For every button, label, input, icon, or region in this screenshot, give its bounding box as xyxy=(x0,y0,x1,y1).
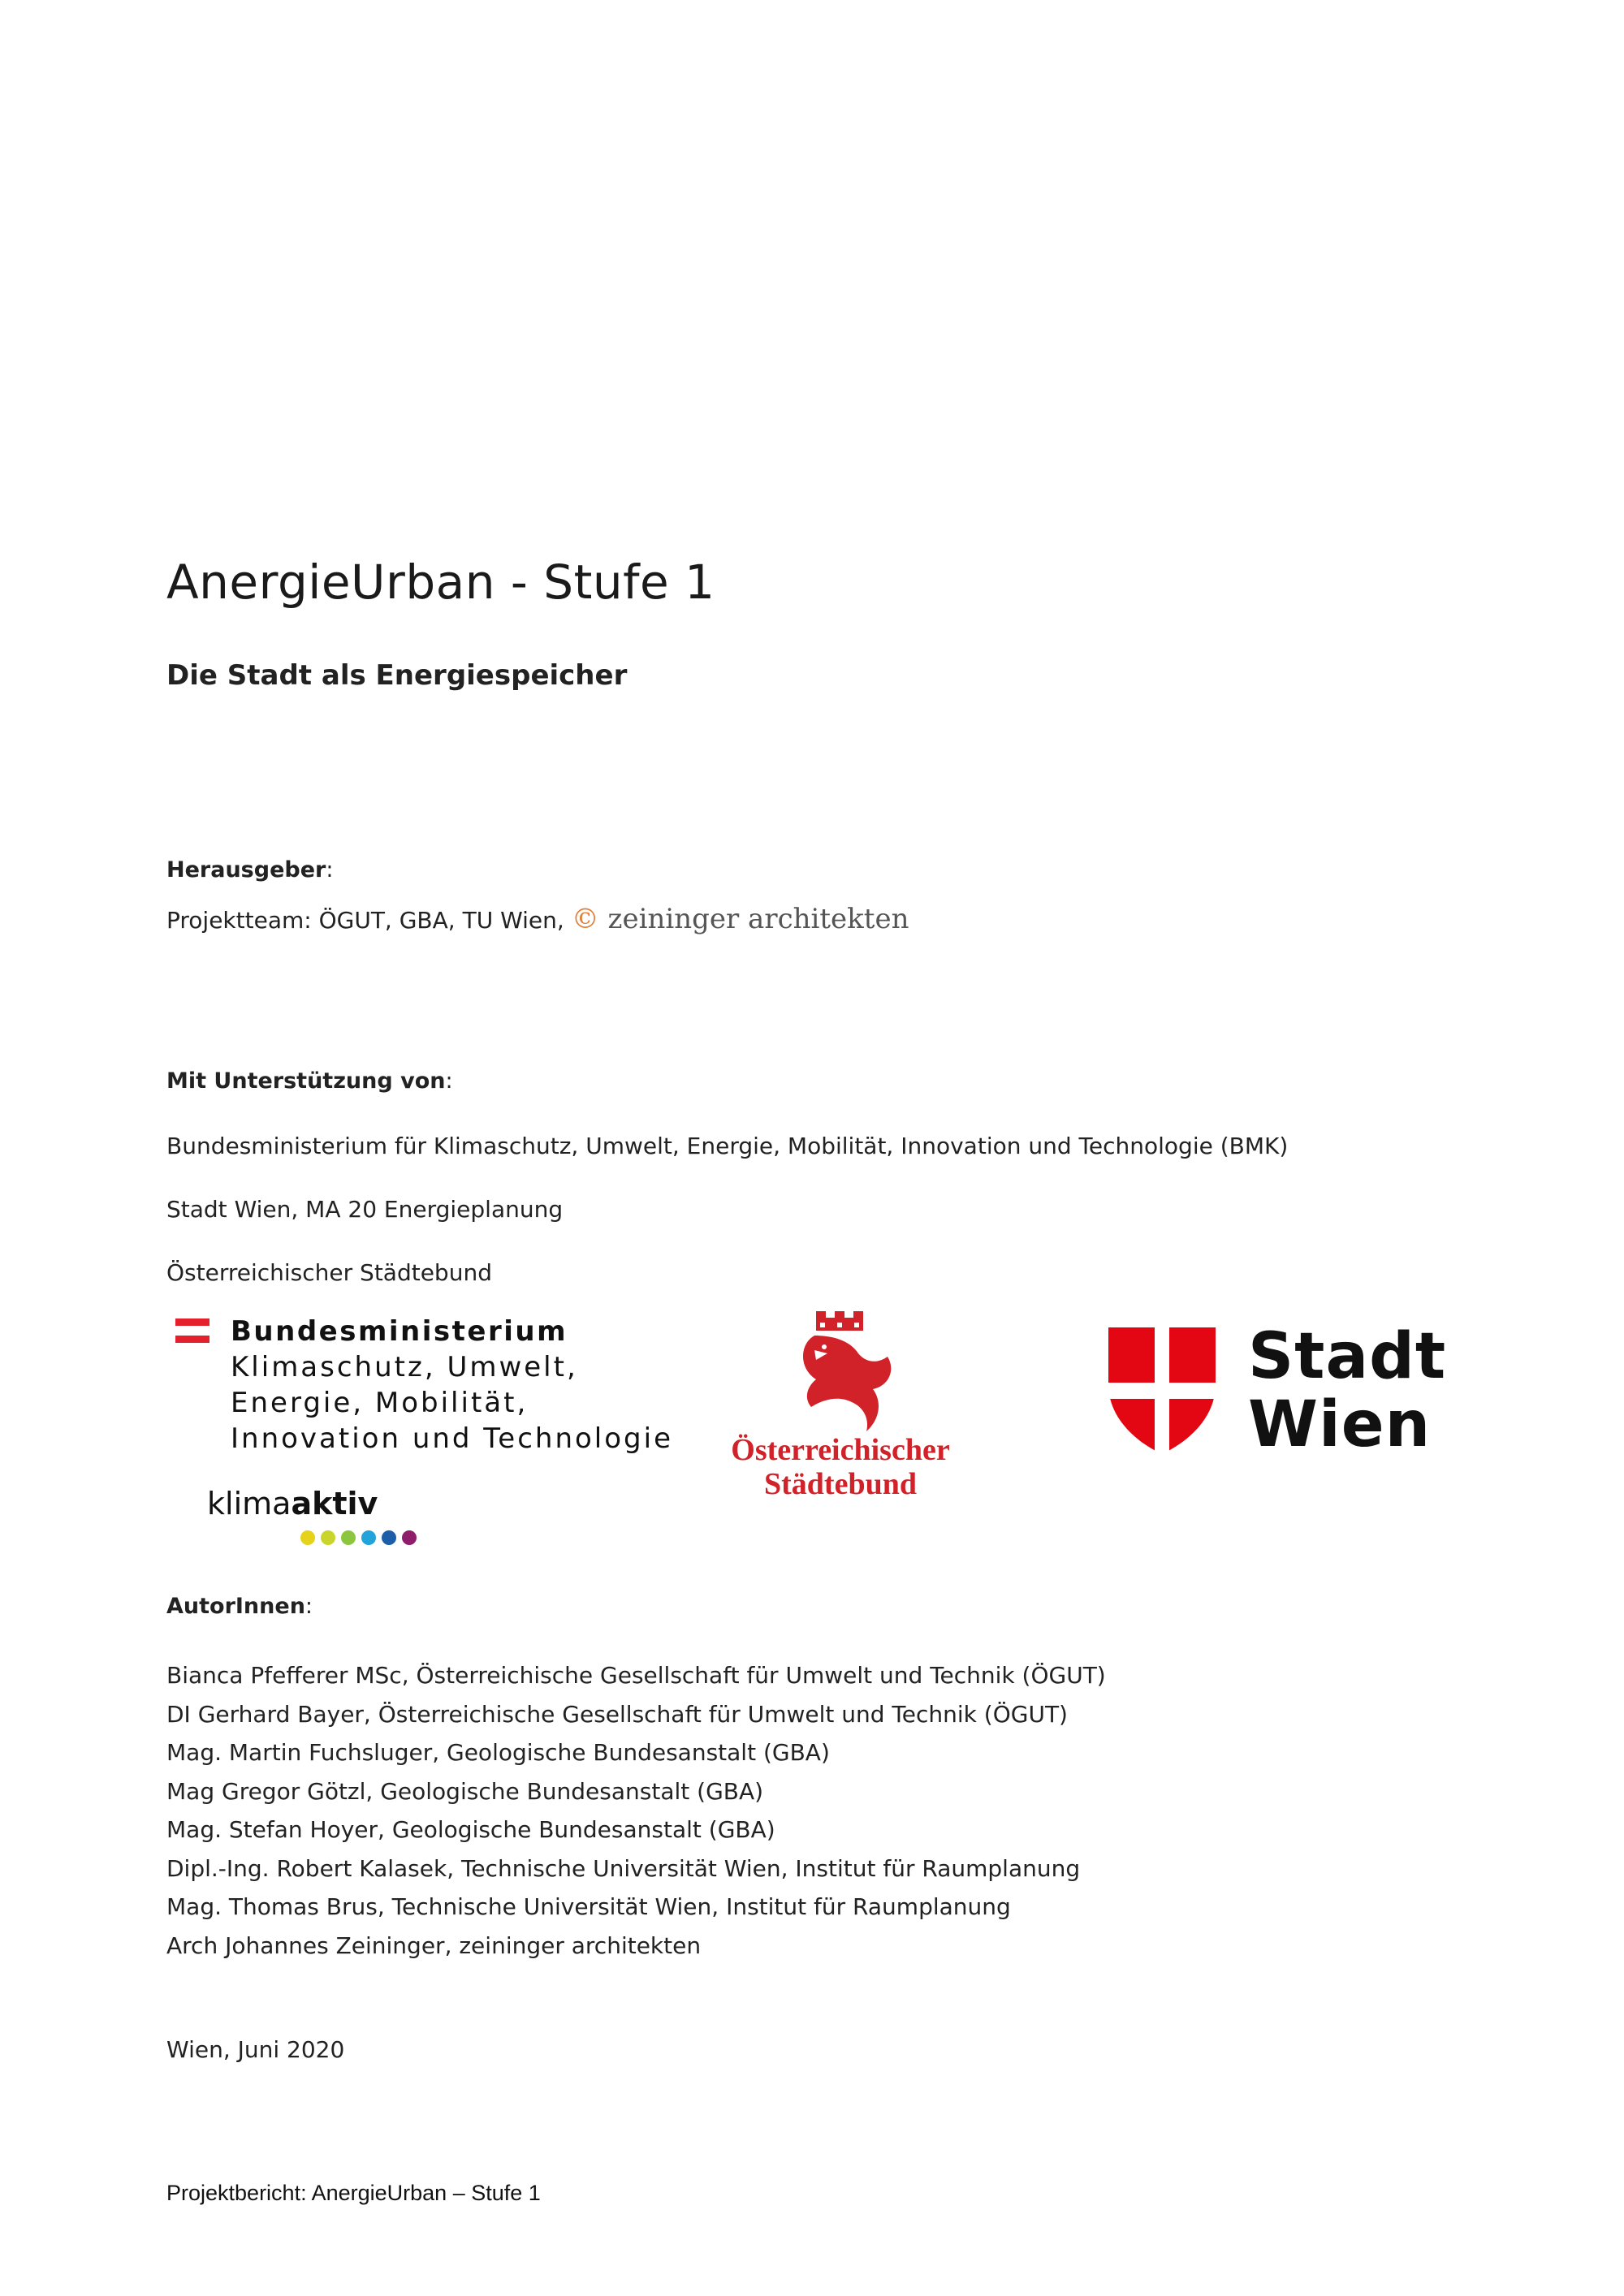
author-item: Mag. Martin Fuchsluger, Geologische Bundesanstalt (GBA) xyxy=(166,1739,830,1766)
staedtebund-logo-text: Österreichischer Städtebund xyxy=(731,1433,950,1501)
bmk-logo-text: Bundesministerium Klimaschutz, Umwelt, Energie, Mobilität, Innovation und Technologie xyxy=(231,1315,674,1455)
author-item: Dipl.-Ing. Robert Kalasek, Technische Universität Wien, Institut für Raumplanung xyxy=(166,1854,1081,1882)
author-item: DI Gerhard Bayer, Österreichische Gesellschaft für Umwelt und Technik (ÖGUT) xyxy=(166,1700,1068,1728)
eagle-emblem-icon xyxy=(792,1311,897,1433)
copyright-icon: © xyxy=(571,903,599,935)
authors-label: AutorInnen: xyxy=(166,1594,313,1619)
austria-flag-icon xyxy=(175,1318,209,1344)
author-item: Mag Gregor Götzl, Geologische Bundesanstalt (GBA) xyxy=(166,1777,764,1805)
support-label: Mit Unterstützung von: xyxy=(166,1068,453,1094)
stadt-wien-logo xyxy=(1108,1320,1447,1461)
herausgeber-label: Herausgeber: xyxy=(166,857,334,883)
support-item: Stadt Wien, MA 20 Energieplanung xyxy=(166,1196,564,1223)
klimaaktiv-logo-text: klimaaktiv xyxy=(207,1486,378,1521)
author-item: Mag. Thomas Brus, Technische Universität Wien, Institut für Raumplanung xyxy=(166,1893,1011,1920)
page-footer: Projektbericht: AnergieUrban – Stufe 1 xyxy=(166,2181,541,2205)
authors-list xyxy=(166,1656,1106,1965)
author-item: Mag. Stefan Hoyer, Geologische Bundesanstalt (GBA) xyxy=(166,1816,775,1843)
page-title: AnergieUrban - Stufe 1 xyxy=(166,555,715,610)
support-item: Österreichischer Städtebund xyxy=(166,1259,492,1286)
zeininger-logo: © zeininger architekten xyxy=(571,903,909,935)
herausgeber-line xyxy=(166,903,909,935)
publication-date: Wien, Juni 2020 xyxy=(166,2036,345,2063)
page-subtitle: Die Stadt als Energiespeicher xyxy=(166,659,628,692)
staedtebund-logo xyxy=(723,1311,958,1501)
klimaaktiv-dots-icon xyxy=(300,1528,420,1547)
klimaaktiv-logo xyxy=(207,1486,426,1559)
bmk-logo xyxy=(172,1314,676,1460)
stadt-wien-logo-text: Stadt Wien xyxy=(1248,1320,1447,1461)
support-item: Bundesministerium für Klimaschutz, Umwelt, Energie, Mobilität, Innovation und Technologie (BMK) xyxy=(166,1133,1289,1159)
herausgeber-text: Projektteam: ÖGUT, GBA, TU Wien, xyxy=(166,907,564,934)
wien-shield-icon xyxy=(1108,1327,1216,1454)
author-item: Arch Johannes Zeininger, zeininger architekten xyxy=(166,1931,702,1959)
author-item: Bianca Pfefferer MSc, Österreichische Gesellschaft für Umwelt und Technik (ÖGUT) xyxy=(166,1662,1106,1689)
